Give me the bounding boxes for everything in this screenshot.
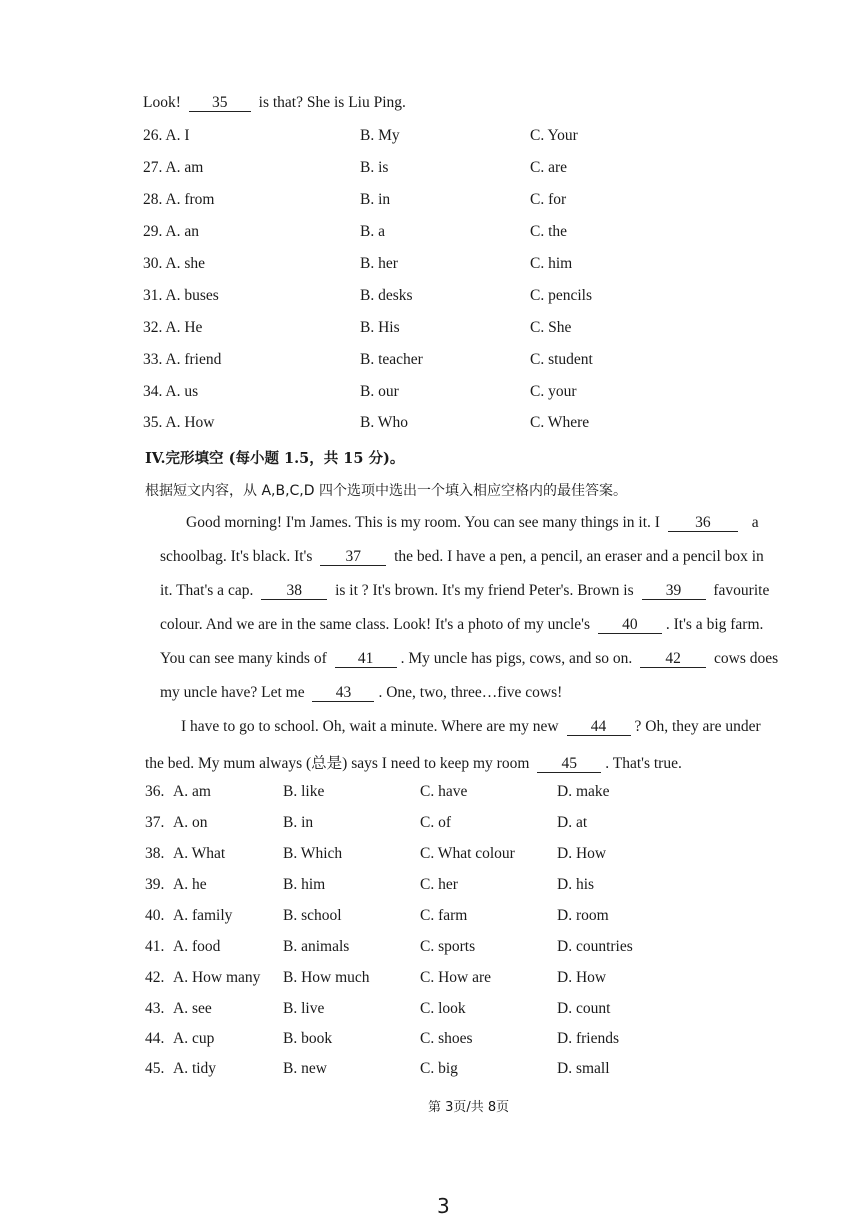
option-c: C. pencils	[530, 287, 592, 304]
passage-line	[160, 616, 763, 634]
text: I have to go to school. Oh, wait a minute. Where are my new	[181, 718, 559, 735]
answer-blank: 39	[642, 582, 706, 600]
passage-line	[160, 582, 769, 600]
option-b: B. Which	[283, 845, 343, 862]
passage-line	[160, 548, 764, 566]
text: is that? She is Liu Ping.	[258, 94, 406, 111]
option-c: C. are	[530, 159, 568, 176]
option-row	[145, 814, 665, 836]
option-b: B. Who	[360, 414, 408, 431]
option-row	[143, 127, 663, 149]
option-d: D. How	[557, 969, 607, 986]
text: the bed. My mum always (总是) says I need to keep my room	[145, 755, 530, 772]
option-a: 27. A. am	[143, 159, 204, 176]
option-row	[143, 191, 663, 213]
option-d: D. count	[557, 1000, 611, 1017]
option-a: A. How many	[173, 969, 261, 986]
text: . That's true.	[605, 755, 682, 772]
option-d: D. room	[557, 907, 609, 924]
option-c: C. sports	[420, 938, 476, 955]
option-a: A. What	[173, 845, 226, 862]
text: schoolbag. It's black. It's	[160, 548, 313, 565]
option-c: C. have	[420, 783, 468, 800]
passage-line	[186, 514, 759, 532]
option-d: D. friends	[557, 1030, 619, 1047]
option-b: B. My	[360, 127, 400, 144]
option-c: C. farm	[420, 907, 468, 924]
option-b: B. His	[360, 319, 400, 336]
passage-line	[145, 751, 682, 773]
answer-blank: 40	[598, 616, 662, 634]
passage-line	[160, 650, 778, 668]
question-number: 40.	[145, 907, 165, 924]
option-row	[145, 845, 665, 867]
option-d: D. at	[557, 814, 588, 831]
option-row	[145, 907, 665, 929]
option-row	[143, 255, 663, 277]
question-number: 43.	[145, 1000, 165, 1017]
option-c: C. shoes	[420, 1030, 473, 1047]
passage-line	[160, 684, 562, 702]
section-heading: IV.完形填空 (每小题 1.5，共 15 分)。	[145, 450, 405, 467]
option-row	[143, 351, 663, 373]
option-c: C. him	[530, 255, 573, 272]
option-row	[143, 319, 663, 341]
option-b: B. her	[360, 255, 398, 272]
question-number: 37.	[145, 814, 165, 831]
option-b: B. new	[283, 1060, 327, 1077]
text: You can see many kinds of	[160, 650, 327, 667]
option-d: D. make	[557, 783, 610, 800]
option-a: A. tidy	[173, 1060, 217, 1077]
text: favourite	[713, 582, 770, 599]
option-a: 31. A. buses	[143, 287, 219, 304]
text: colour. And we are in the same class. Look! It's a photo of my uncle's	[160, 616, 591, 633]
answer-blank: 38	[261, 582, 327, 600]
option-d: D. small	[557, 1060, 610, 1077]
option-a: 35. A. How	[143, 414, 215, 431]
option-b: B. school	[283, 907, 342, 924]
top-line	[143, 94, 406, 112]
option-row	[145, 938, 665, 960]
text: Good morning! I'm James. This is my room. You can see many things in it. I	[186, 514, 660, 531]
option-c: C. How are	[420, 969, 492, 986]
option-a: 34. A. us	[143, 383, 199, 400]
answer-blank: 45	[537, 755, 601, 773]
option-c: C. big	[420, 1060, 458, 1077]
option-row	[145, 876, 665, 898]
option-b: B. in	[360, 191, 391, 208]
option-a: 26. A. I	[143, 127, 190, 144]
question-number: 44.	[145, 1030, 165, 1047]
option-c: C. She	[530, 319, 572, 336]
option-d: D. his	[557, 876, 595, 893]
text: cows does	[714, 650, 779, 667]
answer-blank: 44	[567, 718, 631, 736]
option-a: A. family	[173, 907, 233, 924]
page-footer: 第 3页/共 8页	[428, 1100, 510, 1115]
option-d: D. countries	[557, 938, 633, 955]
question-number: 38.	[145, 845, 165, 862]
option-b: B. him	[283, 876, 326, 893]
option-row	[145, 1060, 665, 1082]
option-b: B. a	[360, 223, 385, 240]
option-a: 32. A. He	[143, 319, 203, 336]
section-instruction: 根据短文内容，从 A,B,C,D 四个选项中选出一个填入相应空格内的最佳答案。	[145, 483, 627, 499]
answer-blank: 42	[640, 650, 706, 668]
option-b: B. like	[283, 783, 325, 800]
option-c: C. her	[420, 876, 458, 893]
option-a: A. on	[173, 814, 208, 831]
answer-blank: 35	[189, 94, 251, 112]
text: . One, two, three…five cows!	[378, 684, 563, 701]
option-row	[145, 783, 665, 805]
text: . My uncle has pigs, cows, and so on.	[400, 650, 633, 667]
option-b: B. teacher	[360, 351, 423, 368]
question-number: 41.	[145, 938, 165, 955]
answer-blank: 37	[320, 548, 386, 566]
answer-blank: 41	[335, 650, 397, 668]
text: Look!	[143, 94, 181, 111]
option-b: B. live	[283, 1000, 325, 1017]
option-row	[143, 414, 663, 436]
option-a: A. see	[173, 1000, 212, 1017]
option-row	[143, 287, 663, 309]
option-d: D. How	[557, 845, 607, 862]
text: . It's a big farm.	[665, 616, 764, 633]
option-c: C. your	[530, 383, 577, 400]
question-number: 42.	[145, 969, 165, 986]
option-b: B. our	[360, 383, 399, 400]
question-number: 45.	[145, 1060, 165, 1077]
option-row	[145, 1030, 665, 1052]
page-number: 3	[437, 1194, 450, 1218]
option-c: C. student	[530, 351, 593, 368]
text: it. That's a cap.	[160, 582, 254, 599]
option-a: 33. A. friend	[143, 351, 222, 368]
question-number: 36.	[145, 783, 165, 800]
answer-blank: 36	[668, 514, 738, 532]
option-b: B. book	[283, 1030, 333, 1047]
option-c: C. What colour	[420, 845, 515, 862]
option-c: C. look	[420, 1000, 466, 1017]
text: ? Oh, they are under	[634, 718, 761, 735]
answer-blank: 43	[312, 684, 374, 702]
option-b: B. in	[283, 814, 314, 831]
text: is it ? It's brown. It's my friend Peter's. Brown is	[335, 582, 634, 599]
option-row	[145, 1000, 665, 1022]
option-b: B. desks	[360, 287, 413, 304]
option-c: C. Your	[530, 127, 578, 144]
option-row	[143, 223, 663, 245]
option-a: A. he	[173, 876, 207, 893]
passage-line	[181, 718, 761, 736]
option-row	[145, 969, 665, 991]
option-a: A. cup	[173, 1030, 215, 1047]
option-c: C. of	[420, 814, 451, 831]
option-a: 28. A. from	[143, 191, 215, 208]
option-a: A. food	[173, 938, 221, 955]
text: my uncle have? Let me	[160, 684, 305, 701]
option-b: B. animals	[283, 938, 350, 955]
option-a: 29. A. an	[143, 223, 199, 240]
option-c: C. the	[530, 223, 568, 240]
option-a: A. am	[173, 783, 211, 800]
option-row	[143, 159, 663, 181]
text: the bed. I have a pen, a pencil, an eraser and a pencil box in	[394, 548, 764, 565]
option-b: B. is	[360, 159, 389, 176]
option-a: 30. A. she	[143, 255, 205, 272]
option-b: B. How much	[283, 969, 370, 986]
question-number: 39.	[145, 876, 165, 893]
text: a	[751, 514, 759, 531]
option-c: C. for	[530, 191, 567, 208]
option-row	[143, 383, 663, 405]
option-c: C. Where	[530, 414, 590, 431]
